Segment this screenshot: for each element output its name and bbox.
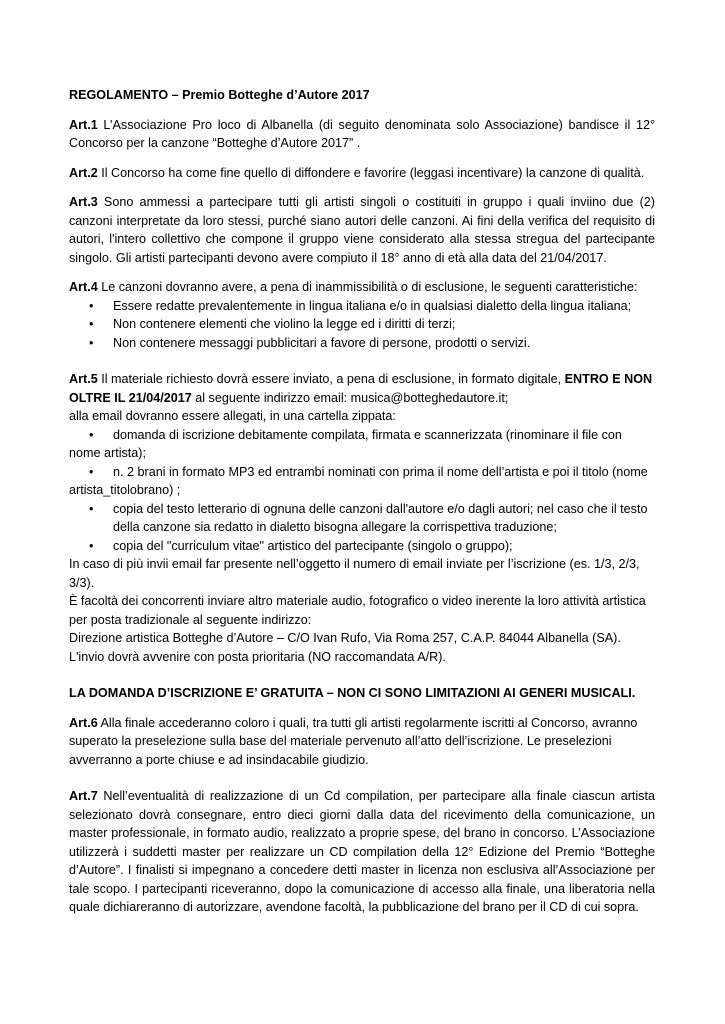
postal-address: Direzione artistica Botteghe d’Autore – C/O Ivan Rufo, Via Roma 257, C.A.P. 84044 Albanella (SA). L'invio dovrà avvenire con posta prioritaria (NO raccomandata A/R).: [69, 631, 621, 664]
list-item: • Non contenere elementi che violino la legge ed i diritti di terzi;: [69, 315, 655, 334]
article-3: [69, 193, 655, 267]
email-address-text: al seguente indirizzo email: musica@botteghedautore.it;: [191, 390, 509, 405]
multiple-emails-note: In caso di più invii email far presente nell’oggetto il numero di email inviate per l’iscrizione (es. 1/3, 2/3, 3/3).: [69, 557, 640, 590]
list-item: • copia del testo letterario di ognuna delle canzoni dall'autore e/o dagli autori; nel caso che il testo della canzone sia redatto in dialetto bisogna allegare la corrispettiva traduzione;: [69, 500, 655, 537]
article-5: [69, 370, 655, 407]
article-4-label: Art.4: [69, 280, 98, 294]
article-1-text: L’Associazione Pro loco di Albanella (di seguito denominata solo Associazione) bandisce il 12° Concorso per la canzone “Botteghe d’Autore 2017” .: [69, 117, 655, 150]
optional-material-note: È facoltà dei concorrenti inviare altro materiale audio, fotografico o video inerente la loro attività artistica per posta tradizionale al seguente indirizzo:: [69, 594, 646, 627]
list-item: • n. 2 brani in formato MP3 ed entrambi nominati con prima il nome dell’artista e poi il titolo (nome artista_titolobrano) ;: [69, 463, 655, 500]
article-6-label: Art.6: [69, 715, 98, 730]
deadline-text: ENTRO E NON OLTRE IL 21/04/2017: [69, 372, 653, 405]
list-item: • domanda di iscrizione debitamente compilata, firmata e scannerizzata (rinominare il file con nome artista);: [69, 426, 655, 463]
list-item: • Non contenere messaggi pubblicitari a favore di persone, prodotti o servizi.: [69, 334, 655, 353]
article-4-list: [69, 297, 655, 353]
article-3-label: Art.3: [69, 195, 98, 209]
article-6: [69, 714, 655, 770]
article-7-text: Nell’eventualità di realizzazione di un Cd compilation, per partecipare alla finale ciascun artista selezionato dovrà consegnare, entro dieci giorni dalla data del ricevimento della comunicazione, un master professionale, in formato audio, realizzato a proprie spese, del brano in concorso. L’Associazione utilizzerà i suddetti master per realizzare un CD compilation della 12° Edizione del Premio “Botteghe d’Autore”. I finalisti si impegnano a concedere detti master in licenza non esclusiva all’Associazione per tale scopo. I partecipanti riceveranno, dopo la comunicazione di accesso alla finale, una liberatoria nella quale dichiareranno di autorizzare, avendone facoltà, la pubblicazione del brano per il CD di cui sopra.: [69, 789, 655, 914]
article-6-text: Alla finale accederanno coloro i quali, tra tutti gli artisti regolarmente iscritti al Concorso, avranno superato la preselezione sulla base del materiale pervenuto all’atto dell’iscrizione. Le preselezioni avverranno a porte chiuse e ad insindacabile giudizio.: [69, 715, 638, 767]
article-2-text: Il Concorso ha come fine quello di diffondere e favorire (leggasi incentivare) la canzone di qualità.: [97, 165, 645, 180]
attachments-list: [69, 426, 655, 556]
article-2-label: Art.2: [69, 165, 98, 180]
free-registration-notice: LA DOMANDA D’ISCRIZIONE E’ GRATUITA – NON CI SONO LIMITAZIONI AI GENERI MUSICALI.: [69, 686, 636, 700]
article-5-label: Art.5: [69, 372, 98, 386]
article-3-text: Sono ammessi a partecipare tutti gli artisti singoli o costituiti in gruppo i quali inviino due (2) canzoni interpretate da loro stessi, purché siano autori delle canzoni. Ai fini della verifica del requisito di autori, l'intero collettivo che compone il gruppo viene considerato alla stessa stregua del partecipante singolo. Gli artisti partecipanti devono avere compiuto il 18° anno di età alla data del 21/04/2017.: [69, 195, 655, 265]
article-4: [69, 278, 655, 297]
article-2: [69, 164, 655, 183]
document-title: REGOLAMENTO – Premio Botteghe d’Autore 2017: [69, 88, 370, 102]
article-4-text: Le canzoni dovranno avere, a pena di inammissibilità o di esclusione, le seguenti caratteristiche:: [97, 280, 638, 294]
list-item: • copia del "curriculum vitae" artistico del partecipante (singolo o gruppo);: [69, 537, 655, 556]
article-7-label: Art.7: [69, 789, 98, 803]
article-5-text: Il materiale richiesto dovrà essere inviato, a pena di esclusione, in formato digitale,: [97, 372, 565, 386]
article-7: [69, 787, 655, 917]
article-1: [69, 116, 655, 153]
list-item: • Essere redatte prevalentemente in lingua italiana e/o in qualsiasi dialetto della lingua italiana;: [69, 297, 655, 316]
article-1-label: Art.1: [69, 117, 98, 132]
attachments-intro: alla email dovranno essere allegati, in una cartella zippata:: [69, 409, 396, 423]
